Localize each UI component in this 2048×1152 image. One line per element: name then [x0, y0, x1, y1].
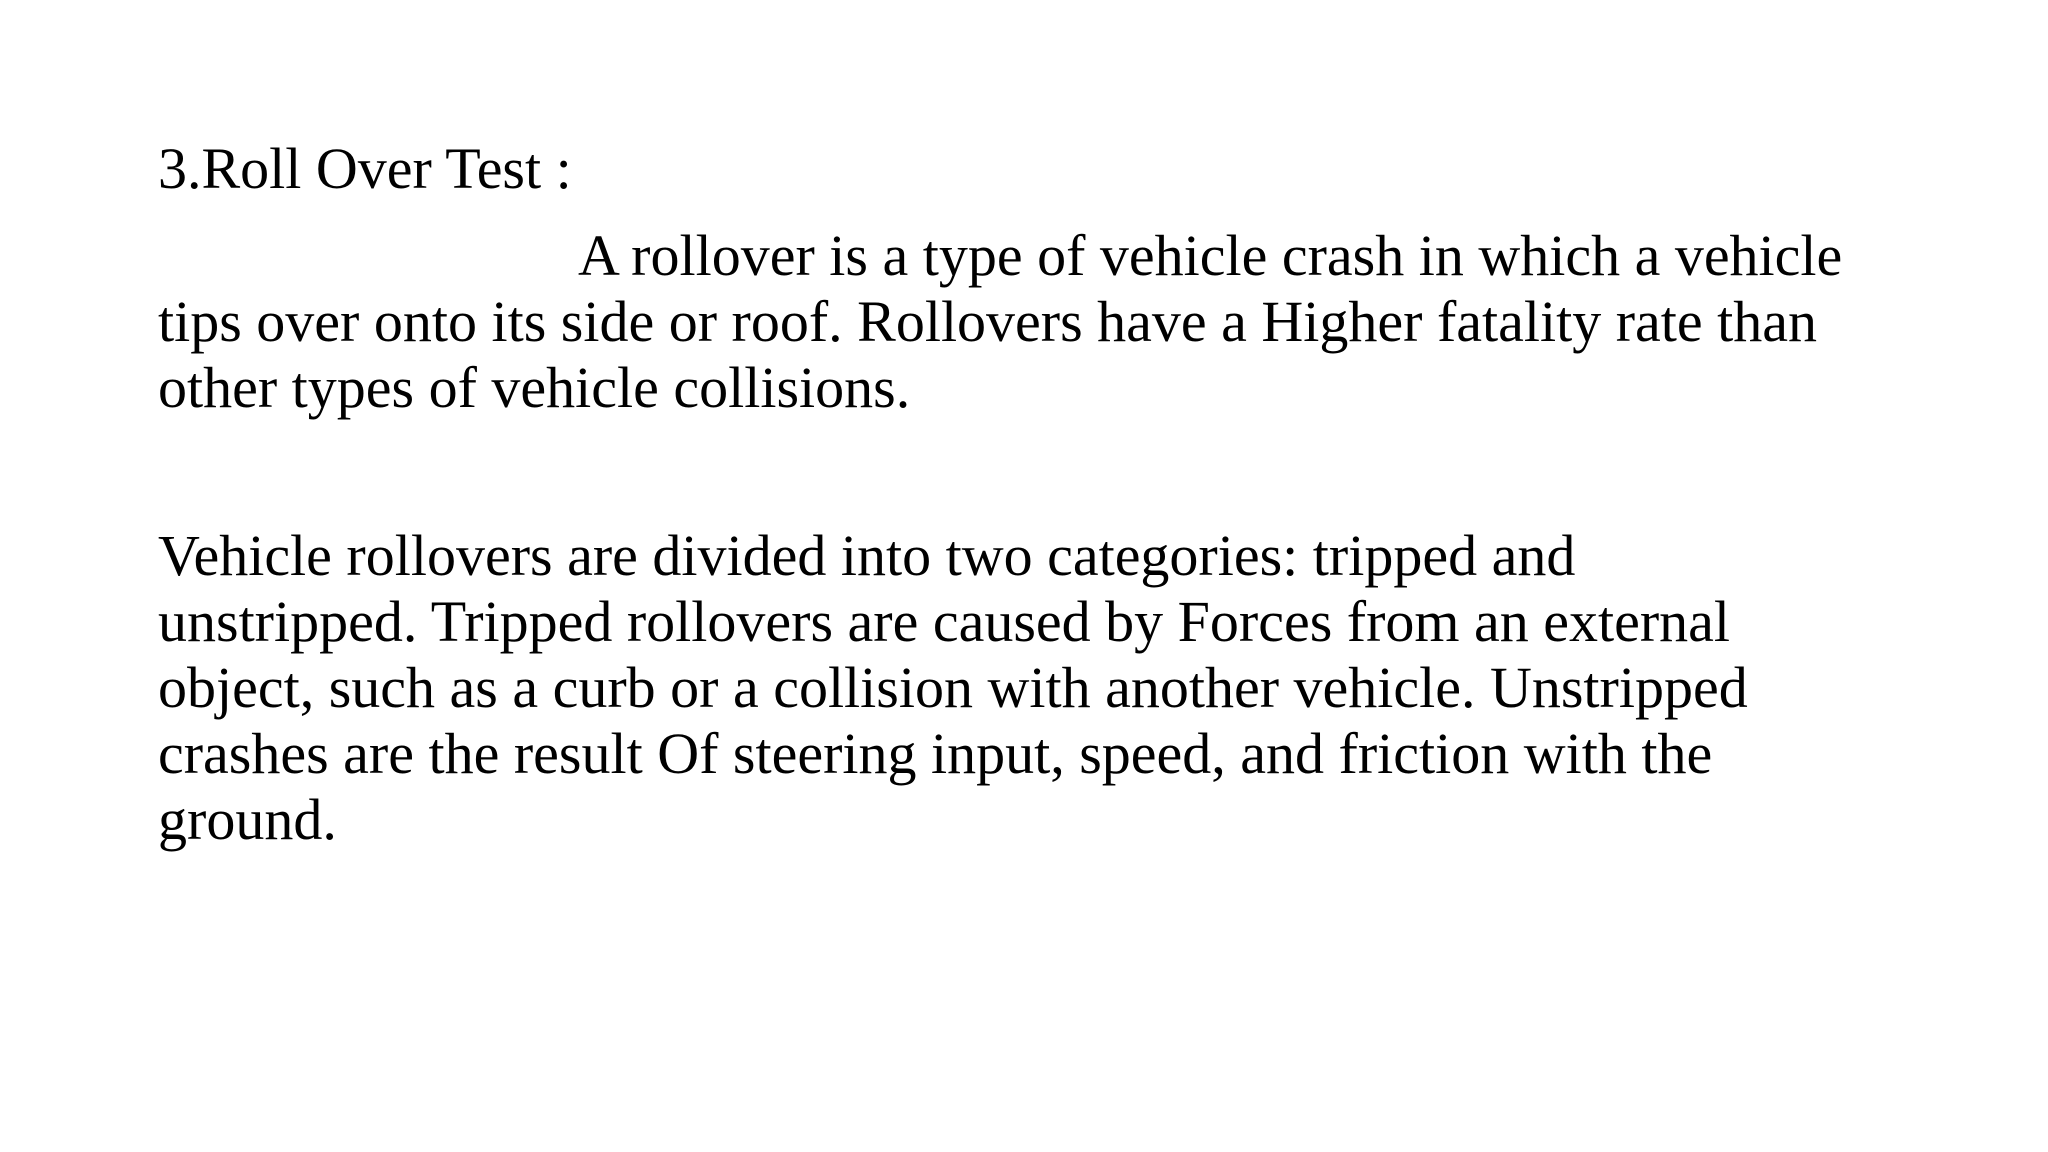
rollover-categories-paragraph [158, 523, 1998, 853]
paragraph-line: ground. [158, 787, 337, 852]
rollover-definition-paragraph [158, 223, 1998, 421]
paragraph-line: unstripped. Tripped rollovers are caused by Forces from an external [158, 589, 1731, 654]
paragraph-line: tips over onto its side or roof. Rollovers have a Higher fatality rate than [158, 289, 1818, 354]
paragraph-line: object, such as a curb or a collision with another vehicle. Unstripped [158, 655, 1748, 720]
slide-title: 3.Roll Over Test : [158, 136, 572, 201]
paragraph-line: Vehicle rollovers are divided into two categories: tripped and [158, 523, 1576, 588]
paragraph-line: A rollover is a type of vehicle crash in which a vehicle [578, 223, 1843, 288]
paragraph-line: crashes are the result Of steering input, speed, and friction with the [158, 721, 1713, 786]
paragraph-line: other types of vehicle collisions. [158, 355, 911, 420]
